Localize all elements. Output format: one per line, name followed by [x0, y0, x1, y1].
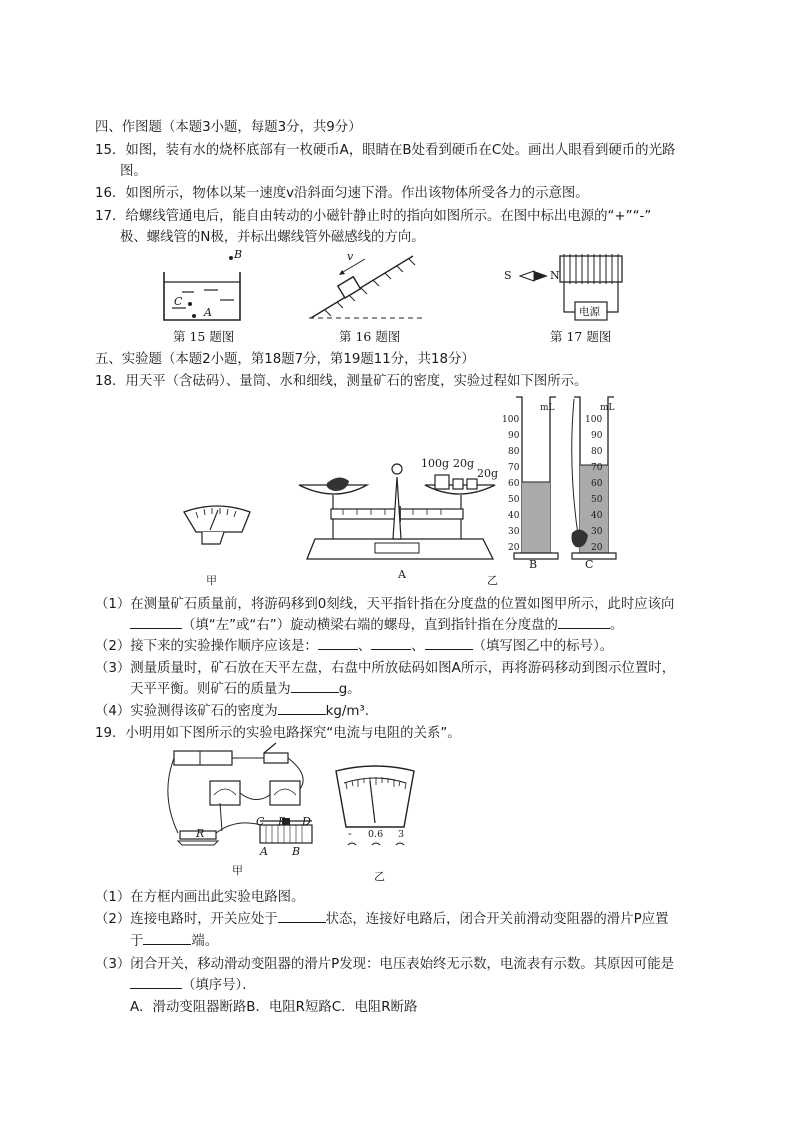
caption-fig17: 第 17 题图 [550, 329, 612, 344]
label-c: C [174, 295, 183, 308]
cyl-b-tick-90: 90 [508, 431, 520, 441]
answer-blank[interactable] [278, 714, 326, 715]
cyl-b-tick-40: 40 [508, 511, 520, 521]
label-d: D [302, 815, 311, 828]
label-b-18: B [529, 558, 538, 571]
q19-part3-end: （填序号）． [182, 978, 256, 993]
cyl-b-tick-30: 30 [508, 527, 520, 537]
q19-part2-end: 端。 [191, 934, 219, 949]
cyl-c-tick-100: 100 [585, 415, 603, 425]
q19-text: 19．小明用如下图所示的实验电路探究“电流与电阻的关系”。 [95, 726, 461, 741]
separator: 、 [357, 639, 372, 654]
q19-part3: （3）闭合开关，移动滑动变阻器的滑片P发现：电压表始终无示数，电流表有示数。其原因可能是 [95, 957, 674, 972]
label-jia-18: 甲 [206, 574, 217, 587]
label-v: v [347, 250, 354, 263]
figure-18-b-cylinder [502, 395, 560, 564]
label-power-source: 电源 [579, 306, 600, 318]
label-weight-20g-a: 20g [453, 457, 475, 470]
q19-part2 [95, 911, 668, 929]
label-n: N [550, 269, 560, 282]
answer-blank[interactable] [130, 988, 182, 989]
cyl-c-tick-40: 40 [591, 511, 603, 521]
q18-part3-end: g。 [338, 682, 361, 697]
label-jia-19: 甲 [232, 864, 243, 877]
caption-fig16: 第 16 题图 [339, 329, 401, 344]
figure-16-incline [305, 250, 425, 326]
q18-part1: （1）在测量矿石质量前，将游码移到0刻线，天平指针指在分度盘的位置如图甲所示，此时应该向 [95, 597, 675, 612]
cyl-b-unit: mL [540, 403, 555, 413]
q19-part2-text-b: 于 [130, 934, 144, 949]
cyl-c-tick-90: 90 [591, 431, 603, 441]
answer-blank[interactable] [371, 649, 411, 650]
figure-18-jia-scale [180, 500, 255, 552]
q16-text: 16．如图所示，物体以某一速度v沿斜面匀速下滑。作出该物体所受各力的示意图。 [95, 186, 589, 201]
label-b: B [234, 248, 243, 261]
cyl-c-tick-30: 30 [591, 527, 603, 537]
terminal-minus: - [348, 827, 352, 840]
answer-blank[interactable] [318, 649, 358, 650]
figure-18-a-balance [295, 455, 505, 569]
q18-part3-text: 天平平衡。则矿石的质量为 [130, 682, 291, 697]
cyl-b-tick-50: 50 [508, 495, 520, 505]
q18-part4-text: （4）实验测得该矿石的密度为 [95, 704, 278, 719]
q19-part2-text-cont: 状态，连接好电路后，闭合开关前滑动变阻器的滑片P应置 [325, 912, 669, 927]
cyl-c-tick-80: 80 [591, 447, 603, 457]
q19-part2-cont [130, 933, 218, 951]
q19-options: A．滑动变阻器断路B．电阻R短路C．电阻R断路 [130, 1000, 418, 1015]
figure-17-solenoid [500, 250, 630, 326]
q18-part2-text: （2）接下来的实验操作顺序应该是： [95, 639, 318, 654]
label-yi-19: 乙 [374, 870, 385, 883]
caption-fig15: 第 15 题图 [173, 329, 235, 344]
cyl-c-unit: mL [600, 403, 615, 413]
figure-18-c-cylinder [568, 395, 618, 564]
q19-part2-text: （2）连接电路时，开关应处于 [95, 912, 278, 927]
q19-part3-cont [130, 977, 256, 995]
q18-part4-end: kg/m³. [325, 704, 370, 719]
label-a: A [204, 306, 212, 319]
q19-part1: （1）在方框内画出此实验电路图。 [95, 890, 305, 905]
label-a-19: A [260, 845, 268, 858]
separator: 、 [411, 639, 425, 654]
label-weight-20g-b: 20g [477, 467, 499, 480]
q18-part3-cont [130, 681, 361, 699]
cyl-c-tick-60: 60 [591, 479, 603, 489]
figure-19-yi-ammeter [330, 765, 420, 859]
answer-blank[interactable] [425, 649, 473, 650]
section4-title: 四、作图题（本题3小题，每题3分，共9分） [95, 120, 362, 135]
answer-blank[interactable] [291, 692, 339, 693]
figure-19-jia-circuit [160, 745, 320, 864]
label-c-19: C [256, 815, 265, 828]
q18-part2 [95, 638, 613, 656]
q18-text: 18．用天平（含砝码）、量筒、水和细线，测量矿石的密度，实验过程如下图所示。 [95, 374, 588, 389]
q18-part1-cont [130, 617, 623, 635]
answer-blank[interactable] [130, 628, 182, 629]
label-b-19: B [292, 845, 301, 858]
q18-part4 [95, 703, 369, 721]
q15-text: 15．如图，装有水的烧杯底部有一枚硬币A，眼睛在B处看到硬币在C处。画出人眼看到硬币的光路 [95, 143, 676, 158]
label-s: S [504, 269, 512, 282]
terminal-0.6: 0.6 [368, 829, 384, 840]
cyl-b-tick-100: 100 [502, 415, 520, 425]
label-yi-18: 乙 [487, 574, 498, 587]
cyl-c-tick-70: 70 [591, 463, 603, 473]
label-p: P [278, 815, 286, 828]
label-a-18: A [398, 568, 406, 581]
answer-blank[interactable] [278, 922, 326, 923]
answer-blank[interactable] [558, 628, 610, 629]
label-c-18: C [585, 558, 594, 571]
section5-title: 五、实验题（本题2小题，第18题7分，第19题11分，共18分） [95, 352, 475, 367]
q18-part2-end: （填写图乙中的标号）。 [472, 639, 614, 654]
answer-blank[interactable] [143, 944, 191, 945]
q18-part1-text: （填“左”或“右”）旋动横梁右端的螺母，直到指针指在分度盘的 [182, 618, 558, 633]
cyl-b-tick-20: 20 [508, 543, 520, 553]
cyl-b-tick-80: 80 [508, 447, 520, 457]
terminal-3: 3 [398, 829, 405, 840]
cyl-b-tick-70: 70 [508, 463, 520, 473]
cyl-b-tick-60: 60 [508, 479, 520, 489]
figure-15-beaker [160, 250, 250, 329]
q18-part1-end: 。 [609, 618, 624, 633]
label-r: R [196, 827, 205, 840]
q18-part3: （3）测量质量时，矿石放在天平左盘，右盘中所放砝码如图A所示，再将游码移动到图示位置时， [95, 661, 676, 676]
cyl-c-tick-50: 50 [591, 495, 603, 505]
q17-text: 17．给螺线管通电后，能自由转动的小磁针静止时的指向如图所示。在图中标出电源的“+”“-” [95, 209, 652, 224]
q17-text-cont: 极、螺线管的N极，并标出螺线管外磁感线的方向。 [120, 230, 425, 245]
q15-text-cont: 图。 [120, 164, 147, 179]
label-weight-100g: 100g [421, 457, 450, 470]
cyl-c-tick-20: 20 [591, 543, 603, 553]
